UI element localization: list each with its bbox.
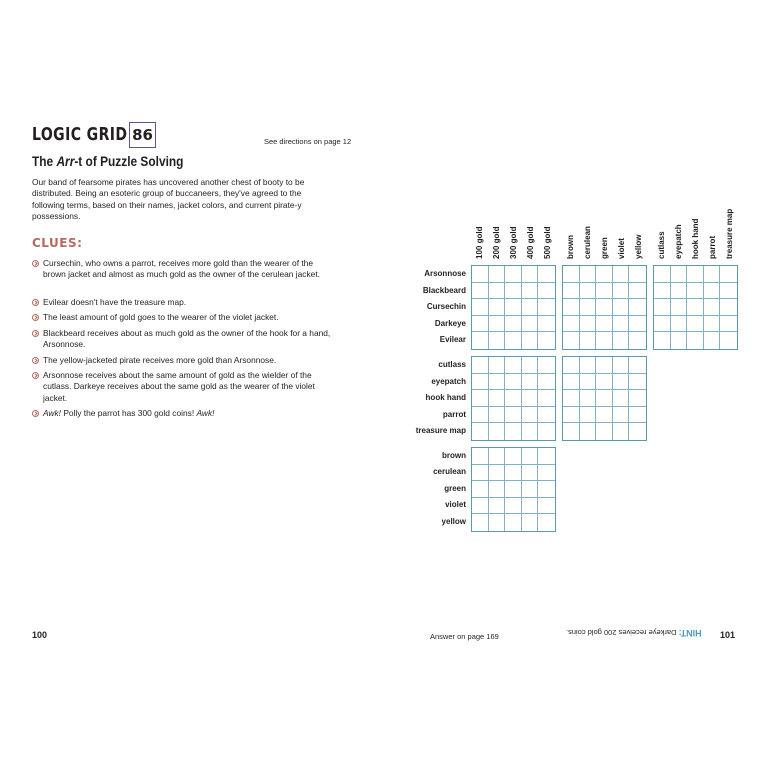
clue-item (32, 258, 332, 281)
grid-cell[interactable] (687, 316, 704, 333)
grid-cell[interactable] (654, 316, 671, 333)
grid-cell[interactable] (613, 407, 630, 424)
grid-cell[interactable] (613, 374, 630, 391)
row-header-color: brown (442, 451, 466, 460)
clue-italic: Awk! (43, 408, 61, 418)
grid-cell[interactable] (538, 357, 555, 374)
grid-cell[interactable] (629, 374, 646, 391)
clue-item (32, 408, 332, 419)
grid-cell[interactable] (671, 299, 688, 316)
grid-cell[interactable] (472, 514, 489, 531)
grid-cell[interactable] (629, 357, 646, 374)
grid-cell[interactable] (522, 316, 539, 333)
col-header-color: cerulean (583, 226, 592, 259)
grid-cell[interactable] (522, 390, 539, 407)
grid-cell[interactable] (580, 407, 597, 424)
grid-cell[interactable] (538, 423, 555, 440)
grid-cell[interactable] (704, 299, 721, 316)
row-header-name: Cursechin (426, 302, 466, 311)
grid-cell[interactable] (505, 423, 522, 440)
grid-cell[interactable] (580, 299, 597, 316)
clue-item (32, 328, 332, 351)
grid-cell[interactable] (687, 266, 704, 283)
intro-paragraph: Our band of fearsome pirates has uncovered another chest of booty to be distributed. Being an esoteric group of buccaneers, they've agreed to the following terms, based on their names, jacket colors, and current pirate-y possessions. (32, 177, 305, 221)
puzzle-subtitle (32, 153, 183, 169)
grid-cell[interactable] (629, 390, 646, 407)
grid-cell[interactable] (472, 374, 489, 391)
left-page-number: 100 (32, 630, 48, 640)
row-header-color: green (444, 484, 466, 493)
arrow-bullet-icon (32, 330, 39, 337)
arrow-bullet-icon (32, 372, 39, 379)
row-header-color: cerulean (433, 467, 466, 476)
grid-cell[interactable] (472, 407, 489, 424)
grid-cell[interactable] (489, 374, 506, 391)
grid-cell[interactable] (505, 299, 522, 316)
grid-cell[interactable] (687, 283, 704, 300)
arrow-bullet-icon (32, 410, 39, 417)
grid-cell[interactable] (596, 374, 613, 391)
grid-cell[interactable] (489, 448, 506, 465)
row-header-color: yellow (441, 517, 466, 526)
grid-cell[interactable] (596, 332, 613, 349)
grid-cell[interactable] (472, 357, 489, 374)
grid-cell[interactable] (704, 316, 721, 333)
hint-label: HINT: (678, 628, 702, 638)
directions-reference: See directions on page 12 (264, 137, 352, 146)
grid-cell[interactable] (522, 423, 539, 440)
grid-cell[interactable] (671, 332, 688, 349)
grid-cell[interactable] (629, 266, 646, 283)
col-header-item: eyepatch (674, 224, 683, 259)
grid-cell[interactable] (538, 498, 555, 515)
grid-cell[interactable] (522, 299, 539, 316)
grid-cell[interactable] (613, 357, 630, 374)
col-header-item: hook hand (691, 218, 700, 259)
grid-cell[interactable] (563, 316, 580, 333)
grid-cell[interactable] (489, 266, 506, 283)
grid-cell[interactable] (538, 465, 555, 482)
grid-cell[interactable] (687, 299, 704, 316)
grid-cell[interactable] (489, 465, 506, 482)
col-header-gold: 300 gold (509, 226, 518, 259)
col-header-item: treasure map (725, 208, 734, 259)
row-header-item: treasure map (415, 426, 466, 435)
grid-cell[interactable] (489, 481, 506, 498)
grid-cell[interactable] (580, 316, 597, 333)
grid-cell[interactable] (629, 299, 646, 316)
grid-cell[interactable] (538, 407, 555, 424)
grid-cell[interactable] (538, 374, 555, 391)
grid-cell[interactable] (671, 316, 688, 333)
grid-cell[interactable] (522, 283, 539, 300)
col-header-color: brown (566, 235, 575, 259)
col-header-color: yellow (634, 234, 643, 259)
grid-cell[interactable] (654, 283, 671, 300)
grid-cell[interactable] (538, 481, 555, 498)
grid-cell[interactable] (720, 316, 737, 333)
col-header-color: violet (617, 238, 626, 259)
arrow-bullet-icon (32, 314, 39, 321)
grid-cell[interactable] (580, 266, 597, 283)
grid-cell[interactable] (671, 266, 688, 283)
grid-cell[interactable] (704, 283, 721, 300)
grid-names-gold (471, 265, 556, 350)
grid-cell[interactable] (472, 390, 489, 407)
grid-cell[interactable] (596, 423, 613, 440)
grid-cell[interactable] (472, 283, 489, 300)
grid-cell[interactable] (596, 407, 613, 424)
grid-cell[interactable] (538, 390, 555, 407)
grid-items-colors (562, 356, 647, 441)
arrow-bullet-icon (32, 357, 39, 364)
clue-text: Polly the parrot has 300 gold coins! (61, 408, 197, 418)
grid-cell[interactable] (596, 357, 613, 374)
clue-text: Blackbeard receives about as much gold as the owner of the hook for a hand, Arsonnose. (43, 328, 331, 350)
grid-cell[interactable] (472, 498, 489, 515)
grid-cell[interactable] (522, 357, 539, 374)
grid-cell[interactable] (472, 316, 489, 333)
col-header-item: parrot (708, 235, 717, 259)
grid-cell[interactable] (522, 465, 539, 482)
grid-cell[interactable] (472, 481, 489, 498)
grid-names-items (653, 265, 738, 350)
col-header-item: cutlass (657, 231, 666, 259)
subtitle-pre: The (32, 153, 57, 169)
subtitle-italic: Arr (56, 153, 75, 169)
grid-cell[interactable] (613, 390, 630, 407)
grid-cell[interactable] (489, 299, 506, 316)
grid-cell[interactable] (596, 283, 613, 300)
clue-item (32, 312, 332, 323)
row-header-item: cutlass (438, 360, 466, 369)
grid-cell[interactable] (704, 266, 721, 283)
hint-text: Darkeye receives 200 gold coins. (566, 628, 679, 637)
grid-cell[interactable] (472, 423, 489, 440)
grid-cell[interactable] (489, 498, 506, 515)
grid-cell[interactable] (580, 283, 597, 300)
grid-cell[interactable] (489, 423, 506, 440)
grid-cell[interactable] (563, 266, 580, 283)
row-header-item: parrot (442, 410, 466, 419)
col-header-gold: 400 gold (526, 226, 535, 259)
grid-cell[interactable] (505, 448, 522, 465)
grid-cell[interactable] (580, 332, 597, 349)
grid-cell[interactable] (720, 283, 737, 300)
grid-cell[interactable] (563, 283, 580, 300)
grid-cell[interactable] (522, 332, 539, 349)
grid-cell[interactable] (613, 423, 630, 440)
row-header-item: hook hand (425, 393, 466, 402)
grid-colors-gold (471, 447, 556, 532)
col-header-gold: 100 gold (475, 226, 484, 259)
row-header-item: eyepatch (431, 377, 466, 386)
grid-cell[interactable] (522, 374, 539, 391)
subtitle-post: -t of Puzzle Solving (74, 153, 184, 169)
grid-cell[interactable] (505, 481, 522, 498)
grid-cell[interactable] (505, 332, 522, 349)
grid-names-colors (562, 265, 647, 350)
grid-cell[interactable] (505, 374, 522, 391)
grid-cell[interactable] (489, 283, 506, 300)
grid-cell[interactable] (563, 299, 580, 316)
grid-cell[interactable] (522, 407, 539, 424)
grid-cell[interactable] (613, 299, 630, 316)
clue-item (32, 370, 332, 404)
grid-cell[interactable] (596, 266, 613, 283)
grid-cell[interactable] (629, 423, 646, 440)
row-header-name: Evilear (439, 335, 466, 344)
grid-cell[interactable] (629, 332, 646, 349)
clue-text: Cursechin, who owns a parrot, receives more gold than the wearer of the brown jacket and almost as much gold as the owner of the cerulean jacket. (43, 258, 320, 280)
grid-cell[interactable] (580, 423, 597, 440)
grid-cell[interactable] (538, 283, 555, 300)
grid-cell[interactable] (505, 316, 522, 333)
grid-cell[interactable] (596, 390, 613, 407)
grid-cell[interactable] (629, 283, 646, 300)
grid-cell[interactable] (563, 357, 580, 374)
grid-cell[interactable] (580, 390, 597, 407)
grid-cell[interactable] (505, 357, 522, 374)
grid-cell[interactable] (522, 481, 539, 498)
clue-italic: Awk! (196, 408, 215, 418)
grid-cell[interactable] (538, 316, 555, 333)
grid-cell[interactable] (489, 390, 506, 407)
grid-cell[interactable] (538, 514, 555, 531)
clue-item (32, 297, 332, 308)
grid-cell[interactable] (538, 266, 555, 283)
clue-text: The yellow-jacketed pirate receives more gold than Arsonnose. (43, 355, 277, 365)
page-title: LOGIC GRID (32, 124, 128, 145)
grid-items-gold (471, 356, 556, 441)
row-header-name: Blackbeard (422, 286, 466, 295)
col-header-color: green (600, 237, 609, 259)
grid-cell[interactable] (505, 498, 522, 515)
puzzle-number-badge: 86 (129, 122, 156, 148)
row-header-name: Arsonnose (424, 269, 466, 278)
grid-cell[interactable] (654, 299, 671, 316)
grid-cell[interactable] (596, 299, 613, 316)
clue-text: Arsonnose receives about the same amount of gold as the wielder of the cutlass. Darkeye receives about the same gold as the wearer of the violet jacket. (43, 370, 315, 403)
grid-cell[interactable] (671, 283, 688, 300)
grid-cell[interactable] (563, 332, 580, 349)
row-header-color: violet (445, 500, 466, 509)
grid-cell[interactable] (522, 514, 539, 531)
row-header-name: Darkeye (434, 319, 466, 328)
grid-cell[interactable] (563, 407, 580, 424)
grid-cell[interactable] (522, 498, 539, 515)
upside-down-hint (566, 628, 702, 638)
grid-cell[interactable] (505, 514, 522, 531)
grid-cell[interactable] (720, 332, 737, 349)
grid-cell[interactable] (505, 407, 522, 424)
grid-cell[interactable] (472, 332, 489, 349)
grid-cell[interactable] (489, 514, 506, 531)
grid-cell[interactable] (522, 448, 539, 465)
grid-cell[interactable] (489, 357, 506, 374)
grid-cell[interactable] (538, 299, 555, 316)
right-page-number: 101 (720, 630, 736, 640)
grid-cell[interactable] (538, 448, 555, 465)
grid-cell[interactable] (613, 332, 630, 349)
grid-cell[interactable] (489, 407, 506, 424)
grid-cell[interactable] (522, 266, 539, 283)
clues-heading: CLUES: (32, 236, 83, 250)
grid-cell[interactable] (704, 332, 721, 349)
grid-cell[interactable] (563, 423, 580, 440)
col-header-gold: 200 gold (492, 226, 501, 259)
grid-cell[interactable] (613, 316, 630, 333)
clue-item (32, 355, 332, 366)
grid-cell[interactable] (720, 266, 737, 283)
grid-cell[interactable] (505, 283, 522, 300)
grid-cell[interactable] (505, 266, 522, 283)
grid-cell[interactable] (563, 374, 580, 391)
clue-text: The least amount of gold goes to the wearer of the violet jacket. (43, 312, 279, 322)
grid-cell[interactable] (489, 332, 506, 349)
arrow-bullet-icon (32, 260, 39, 267)
grid-cell[interactable] (720, 299, 737, 316)
answer-reference: Answer on page 169 (430, 632, 499, 641)
grid-cell[interactable] (505, 390, 522, 407)
grid-cell[interactable] (596, 316, 613, 333)
grid-cell[interactable] (629, 407, 646, 424)
grid-cell[interactable] (654, 332, 671, 349)
grid-cell[interactable] (489, 316, 506, 333)
grid-cell[interactable] (472, 299, 489, 316)
grid-cell[interactable] (580, 374, 597, 391)
clue-text: Evilear doesn't have the treasure map. (43, 297, 187, 307)
grid-cell[interactable] (472, 448, 489, 465)
arrow-bullet-icon (32, 299, 39, 306)
grid-cell[interactable] (629, 316, 646, 333)
grid-cell[interactable] (613, 266, 630, 283)
col-header-gold: 500 gold (543, 226, 552, 259)
grid-cell[interactable] (580, 357, 597, 374)
grid-cell[interactable] (472, 465, 489, 482)
grid-cell[interactable] (687, 332, 704, 349)
grid-cell[interactable] (472, 266, 489, 283)
grid-cell[interactable] (505, 465, 522, 482)
grid-cell[interactable] (538, 332, 555, 349)
grid-cell[interactable] (613, 283, 630, 300)
grid-cell[interactable] (654, 266, 671, 283)
grid-cell[interactable] (563, 390, 580, 407)
